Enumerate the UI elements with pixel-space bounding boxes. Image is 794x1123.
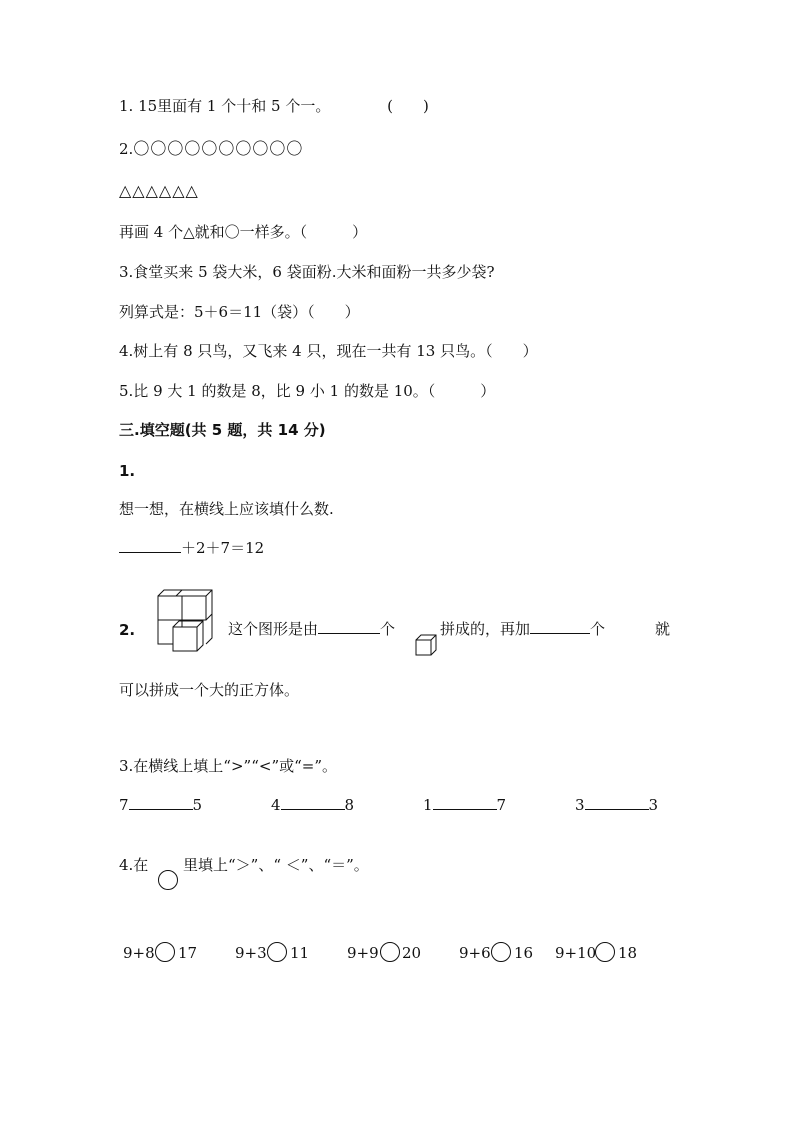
fill-question-3-title: 3.在横线上填上“>”“<”或“=”。 [119, 757, 338, 775]
answer-circle[interactable] [267, 942, 287, 962]
cube-stack-figure [156, 589, 216, 651]
q2-unit-2: 个 [590, 620, 606, 638]
tf-question-5: 5.比 9 大 1 的数是 8，比 9 小 1 的数是 10。（ ） [119, 382, 496, 400]
comparison-item [119, 795, 202, 815]
answer-circle[interactable] [380, 942, 400, 962]
tf-question-3-line2: 列算式是：5＋6＝11（袋）（ ） [119, 303, 360, 321]
tf-question-2-circles-row [119, 139, 303, 159]
q2-text-part2: 拼成的，再加 [440, 620, 531, 638]
compare-item-left: 9+10 [555, 944, 597, 962]
triangles-row: △△△△△△ [119, 181, 199, 200]
compare-item-right: 17 [178, 944, 198, 962]
left-number: 7 [119, 796, 129, 814]
fill-question-4-post: 里填上“＞”、“ ＜”、“＝”。 [183, 856, 369, 874]
tf-question-2-label: 2. [119, 140, 134, 158]
left-number: 3 [575, 796, 585, 814]
compare-item-left: 9+3 [235, 944, 267, 962]
answer-blank[interactable] [433, 795, 497, 810]
fill-question-1-expression [119, 538, 264, 558]
q2-jiu: 就 [655, 620, 671, 638]
right-number: 7 [496, 796, 507, 814]
circles-row: 〇〇〇〇〇〇〇〇〇〇 [133, 139, 304, 158]
answer-circle[interactable] [595, 942, 615, 962]
compare-item-left: 9+9 [347, 944, 379, 962]
compare-item-left: 9+8 [123, 944, 155, 962]
right-number: 5 [192, 796, 203, 814]
answer-blank[interactable] [318, 619, 380, 634]
tf-question-3-line1: 3.食堂买来 5 袋大米，6 袋面粉.大米和面粉一共多少袋? [119, 263, 495, 281]
fill-question-1-prompt: 想一想，在横线上应该填什么数. [119, 500, 334, 518]
fill-question-2-line2: 可以拼成一个大的正方体。 [119, 681, 300, 699]
compare-item-right: 18 [618, 944, 638, 962]
fill-question-1-label: 1. [119, 462, 136, 480]
fill-question-2-line1-cont [440, 619, 605, 639]
right-number: 3 [648, 796, 659, 814]
tf-question-1-text: 1. 15里面有 1 个十和 5 个一。 [119, 97, 331, 115]
left-number: 1 [423, 796, 433, 814]
q2-unit-1: 个 [380, 620, 396, 638]
tf-question-4: 4.树上有 8 只鸟，又飞来 4 只，现在一共有 13 只鸟。（ ） [119, 342, 538, 360]
tf-question-1-answer-paren[interactable]: ( ) [387, 97, 429, 115]
fill-question-2-label: 2. [119, 621, 136, 639]
comparison-item [271, 795, 354, 815]
expression-text: ＋2＋7＝12 [181, 539, 265, 557]
fill-question-4-pre: 4.在 [119, 856, 149, 874]
answer-circle[interactable] [491, 942, 511, 962]
right-number: 8 [344, 796, 355, 814]
tf-question-2-triangles-row [119, 181, 199, 201]
compare-item-right: 11 [290, 944, 310, 962]
answer-blank[interactable] [129, 795, 193, 810]
comparison-item [575, 795, 658, 815]
answer-blank[interactable] [530, 619, 590, 634]
comparison-item [423, 795, 506, 815]
answer-blank[interactable] [585, 795, 649, 810]
answer-circle[interactable] [155, 942, 175, 962]
fill-question-2-line1 [228, 619, 395, 639]
q2-text-part1: 这个图形是由 [228, 620, 319, 638]
tf-question-1 [119, 96, 429, 116]
section-heading-fill-in: 三.填空题(共 5 题，共 14 分) [119, 421, 326, 439]
compare-item-left: 9+6 [459, 944, 491, 962]
circle-icon [158, 870, 178, 890]
answer-blank[interactable] [119, 538, 181, 553]
small-cube-icon [415, 634, 437, 656]
answer-blank[interactable] [281, 795, 345, 810]
compare-item-right: 20 [402, 944, 422, 962]
compare-item-right: 16 [514, 944, 534, 962]
tf-question-2-text: 再画 4 个△就和〇一样多。（ ） [119, 223, 368, 241]
left-number: 4 [271, 796, 281, 814]
